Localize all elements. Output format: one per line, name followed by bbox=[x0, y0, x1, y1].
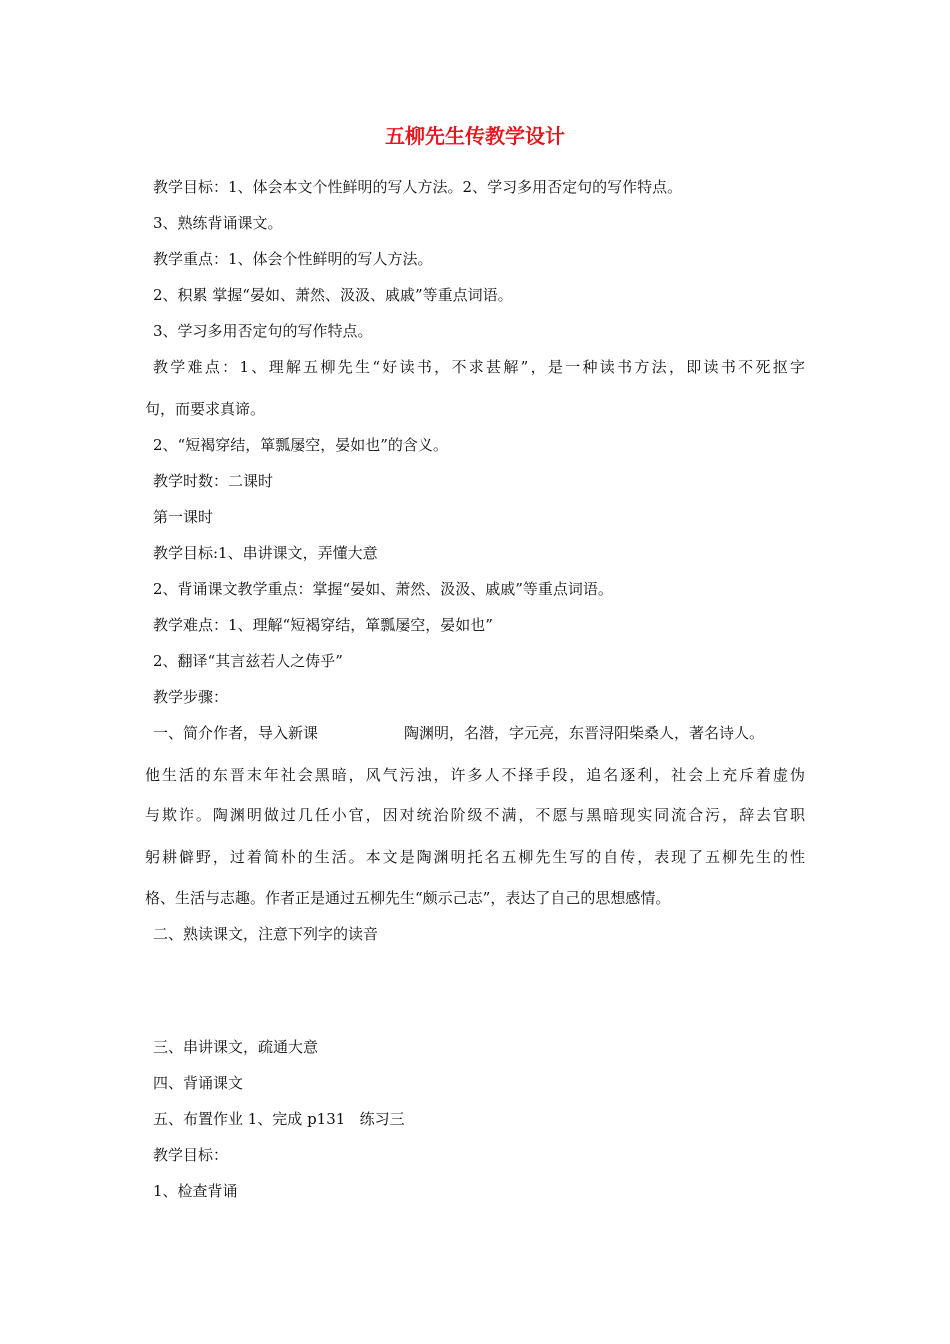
key-points-line: 教学重点：1、体会个性鲜明的写人方法。 bbox=[153, 250, 433, 268]
text-line: 3、学习多用否定句的写作特点。 bbox=[153, 322, 373, 340]
paragraph-line: 格、生活与志趣。作者正是通过五柳先生“颇示己志”，表达了自己的思想感情。 bbox=[145, 889, 671, 907]
author-intro: 陶渊明，名潜，字元亮，东晋浔阳柴桑人，著名诗人。 bbox=[404, 724, 765, 742]
text-line: 2、背诵课文教学重点：掌握“晏如、萧然、汲汲、戚戚”等重点词语。 bbox=[153, 580, 613, 598]
difficulty-line: 教学难点：1、理解五柳先生“好读书，不求甚解”，是一种读书方法，即读书不死抠字 bbox=[153, 358, 805, 376]
paragraph-line: 与欺诈。陶渊明做过几任小官，因对统治阶级不满，不愿与黑暗现实同流合污，辞去官职 bbox=[145, 806, 805, 824]
text-line: 教学目标:1、串讲课文，弄懂大意 bbox=[153, 544, 378, 562]
lesson-heading: 第一课时 bbox=[153, 508, 214, 526]
text-line: 句，而要求真谛。 bbox=[145, 400, 266, 418]
pinyin-row bbox=[0, 999, 950, 1023]
text-line: 1、检查背诵 bbox=[153, 1182, 238, 1200]
section-heading: 二、熟读课文，注意下列字的读音 bbox=[153, 925, 379, 943]
section-heading: 三、串讲课文，疏通大意 bbox=[153, 1038, 319, 1056]
section-heading: 四、背诵课文 bbox=[153, 1074, 244, 1092]
text-line: 2、“短褐穿结，箪瓢屡空，晏如也”的含义。 bbox=[153, 436, 448, 454]
paragraph-line: 躬耕僻野，过着简朴的生活。本文是陶渊明托名五柳先生写的自传，表现了五柳先生的性 bbox=[145, 848, 805, 866]
text-line: 教学难点：1、理解“短褐穿结，箪瓢屡空，晏如也” bbox=[153, 616, 493, 634]
objectives-line: 教学目标：1、体会本文个性鲜明的写人方法。2、学习多用否定句的写作特点。 bbox=[153, 178, 683, 196]
paragraph-line: 他生活的东晋末年社会黑暗，风气污浊，许多人不择手段，追名逐利，社会上充斥着虚伪 bbox=[145, 766, 805, 784]
text-line: 2、积累 掌握“晏如、萧然、汲汲、戚戚”等重点词语。 bbox=[153, 286, 513, 304]
section-heading: 一、简介作者，导入新课 bbox=[153, 724, 319, 742]
document-title: 五柳先生传教学设计 bbox=[385, 124, 565, 148]
pinyin-row bbox=[0, 958, 950, 982]
section-heading: 五、布置作业 1、完成 p131 练习三 bbox=[153, 1110, 405, 1128]
steps-heading: 教学步骤： bbox=[153, 688, 229, 706]
text-line: 3、熟练背诵课文。 bbox=[153, 214, 283, 232]
lesson-hours-line: 教学时数：二课时 bbox=[153, 472, 274, 490]
objectives-heading: 教学目标： bbox=[153, 1146, 229, 1164]
text-line: 2、翻译“其言兹若人之俦乎” bbox=[153, 652, 343, 670]
